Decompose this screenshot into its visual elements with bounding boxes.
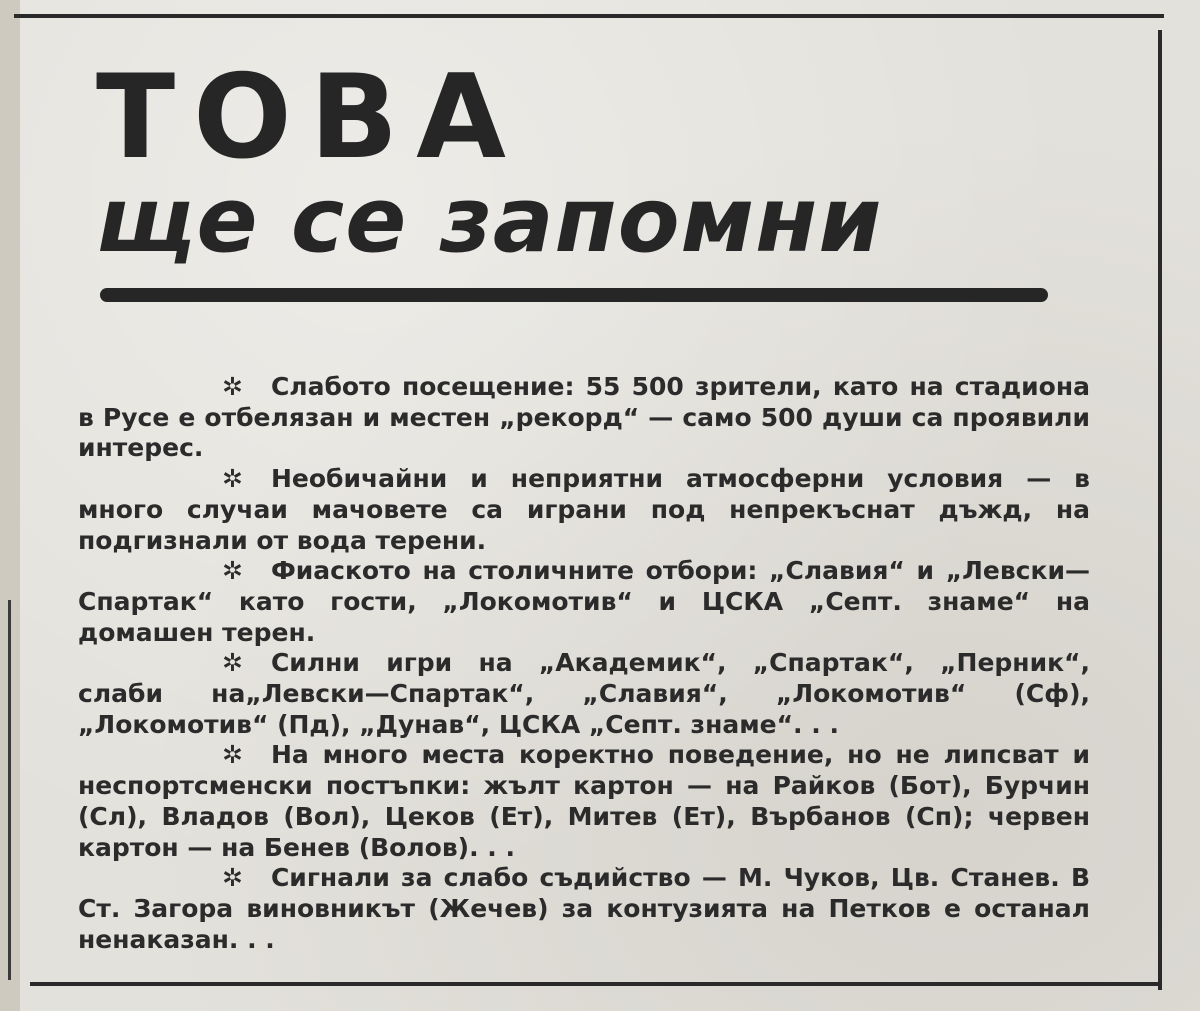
article-paragraph <box>78 372 1090 464</box>
right-border-rule <box>1158 30 1162 990</box>
asterisk-icon: ✲ <box>222 740 243 770</box>
article-body <box>78 372 1090 955</box>
top-border-rule <box>14 14 1164 18</box>
article-paragraph <box>78 556 1090 648</box>
paragraph-text: На много места коректно поведение, но не липсват и неспортсменски постъпки: жълт картон — на Райков (Бот), Бурчин (Сл), Владов (Вол), Цеков (Ет), Митев (Ет), Върбанов (Сп); червен картон — на Бенев (Волов). . . <box>78 740 1090 862</box>
asterisk-icon: ✲ <box>222 556 243 586</box>
paragraph-text: Фиаското на столичните отбори: „Славия“ и „Левски—Спартак“ като гости, „Локомотив“ и ЦСКА „Септ. знаме“ на домашен терен. <box>78 556 1090 647</box>
headline-sub: ще се запомни <box>96 168 883 273</box>
bottom-border-rule <box>30 982 1160 986</box>
paragraph-text: Сигнали за слабо съдийство — М. Чуков, Цв. Станев. В Ст. Загора виновникът (Жечев) за контузията на Петков е останал ненаказан. . . <box>78 863 1090 954</box>
headline-main: ТОВА <box>96 50 524 185</box>
asterisk-icon: ✲ <box>222 863 243 893</box>
article-paragraph <box>78 648 1090 740</box>
left-border-fragment <box>8 600 11 980</box>
paragraph-text: Необичайни и неприятни атмосферни условия — в много случаи мачовете са играни под непрекъснат дъжд, на подгизнали от вода терени. <box>78 464 1090 555</box>
article-paragraph <box>78 464 1090 556</box>
asterisk-icon: ✲ <box>222 464 243 494</box>
asterisk-icon: ✲ <box>222 372 243 401</box>
headline-underline <box>100 288 1048 302</box>
article-paragraph <box>78 863 1090 955</box>
article-paragraph <box>78 740 1090 863</box>
paragraph-text: Силни игри на „Академик“, „Спартак“, „Перник“, слаби на„Левски—Спартак“, „Славия“, „Локомотив“ (Сф), „Локомотив“ (Пд), „Дунав“, ЦСКА „Септ. знаме“. . . <box>78 648 1090 739</box>
asterisk-icon: ✲ <box>222 648 243 678</box>
paragraph-text: Слабото посещение: 55 500 зрители, като на стадиона в Русе е отбелязан и местен „рекорд“ — само 500 души са проявили интерес. <box>78 372 1090 463</box>
